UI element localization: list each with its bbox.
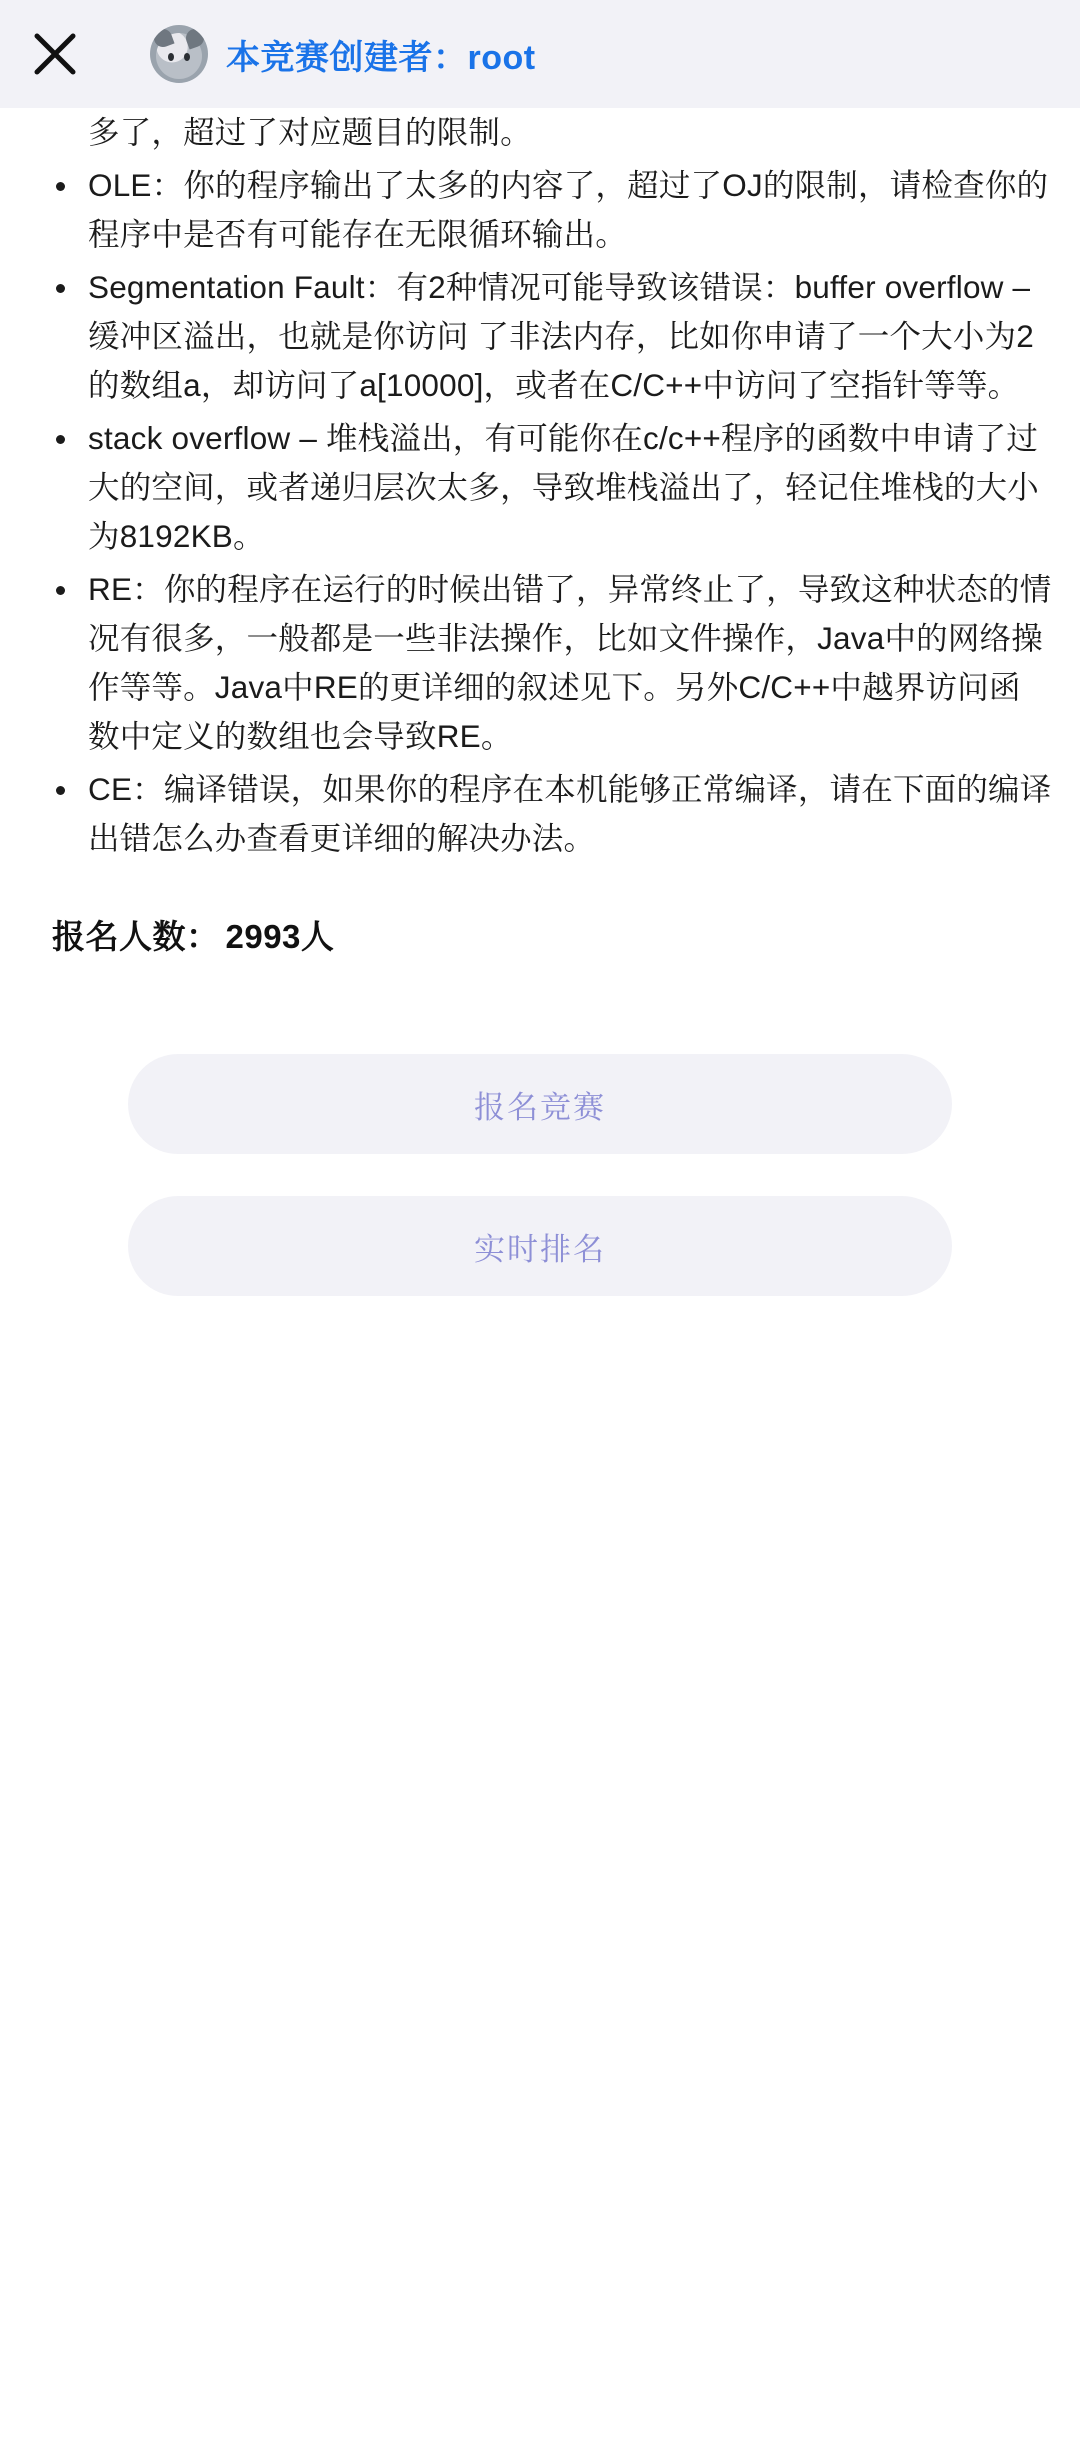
- faq-content: [0, 108, 1080, 1296]
- page-title: 本竞赛创建者：root: [226, 38, 536, 77]
- signup-count-value: 2993人: [225, 918, 335, 955]
- avatar: [150, 25, 208, 83]
- close-button[interactable]: [0, 0, 110, 108]
- action-buttons: [28, 1054, 1052, 1296]
- creator-info[interactable]: [110, 25, 1080, 83]
- live-ranking-button[interactable]: 实时排名: [128, 1196, 952, 1296]
- page-header: [0, 0, 1080, 108]
- faq-list: [28, 108, 1052, 863]
- list-item: RE：你的程序在运行的时候出错了，异常终止了，导致这种状态的情况有很多，一般都是一些非法操作，比如文件操作，Java中的网络操作等等。Java中RE的更详细的叙述见下。另外C/C++中越界访问函数中定义的数组也会导致RE。: [28, 565, 1052, 761]
- list-item: 多了，超过了对应题目的限制。: [88, 114, 532, 150]
- list-item: OLE：你的程序输出了太多的内容了，超过了OJ的限制，请检查你的程序中是否有可能存在无限循环输出。: [28, 161, 1052, 259]
- signup-count-row: [28, 911, 1052, 958]
- list-item: CE：编译错误，如果你的程序在本机能够正常编译，请在下面的编译出错怎么办查看更详细的解决办法。: [28, 765, 1052, 863]
- list-item: Segmentation Fault：有2种情况可能导致该错误：buffer overflow – 缓冲区溢出，也就是你访问 了非法内存，比如你申请了一个大小为2的数组a，却访问了a[10000]，或者在C/C++中访问了空指针等等。: [28, 263, 1052, 410]
- close-icon: [32, 31, 78, 77]
- list-item: stack overflow – 堆栈溢出，有可能你在c/c++程序的函数中申请了过大的空间，或者递归层次太多，导致堆栈溢出了，轻记住堆栈的大小为8192KB。: [28, 414, 1052, 561]
- signup-count-label: 报名人数：: [52, 918, 220, 955]
- enroll-contest-button[interactable]: 报名竞赛: [128, 1054, 952, 1154]
